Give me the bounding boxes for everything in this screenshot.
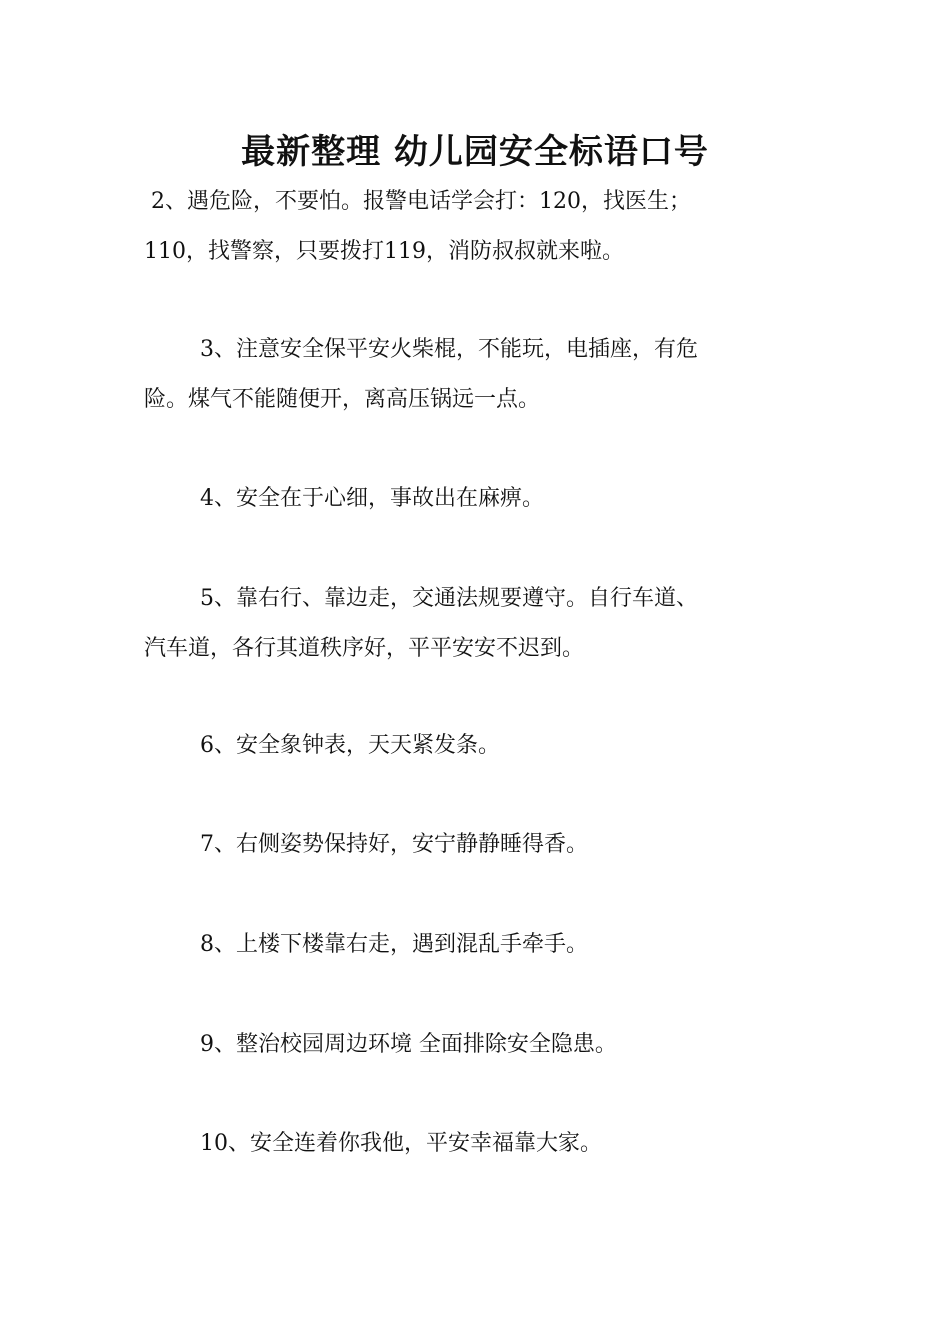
slogan-item-7 <box>144 820 810 870</box>
slogan-line: 险。煤气不能随便开，离高压锅远一点。 <box>144 387 541 412</box>
slogan-line: 9、整治校园周边环境 全面排除安全隐患。 <box>144 1032 617 1057</box>
slogan-line: 4、安全在于心细，事故出在麻痹。 <box>144 486 544 511</box>
slogan-item-3 <box>144 325 810 425</box>
slogan-line: 110，找警察，只要拨打119，消防叔叔就来啦。 <box>144 239 624 264</box>
slogan-item-2 <box>144 177 810 277</box>
slogan-line: 7、右侧姿势保持好，安宁静静睡得香。 <box>144 832 588 857</box>
slogan-line: 5、靠右行、靠边走，交通法规要遵守。自行车道、 <box>144 586 698 611</box>
slogan-item-10 <box>144 1119 810 1169</box>
slogan-line: 3、注意安全保平安火柴棍，不能玩，电插座，有危 <box>144 337 698 362</box>
slogan-line: 汽车道，各行其道秩序好，平平安安不迟到。 <box>144 636 585 661</box>
slogan-item-6 <box>144 721 810 771</box>
document-title: 最新整理 幼儿园安全标语口号 <box>241 132 709 172</box>
slogan-line: 10、安全连着你我他，平安幸福靠大家。 <box>144 1131 602 1156</box>
slogan-line: 6、安全象钟表，天天紧发条。 <box>144 733 500 758</box>
slogan-item-9 <box>144 1020 810 1070</box>
slogan-line: 2、遇危险，不要怕。报警电话学会打：120，找医生； <box>144 189 691 214</box>
slogan-item-4 <box>144 474 810 524</box>
slogan-item-5 <box>144 574 810 674</box>
slogan-line: 8、上楼下楼靠右走，遇到混乱手牵手。 <box>144 932 588 957</box>
slogan-item-8 <box>144 920 810 970</box>
